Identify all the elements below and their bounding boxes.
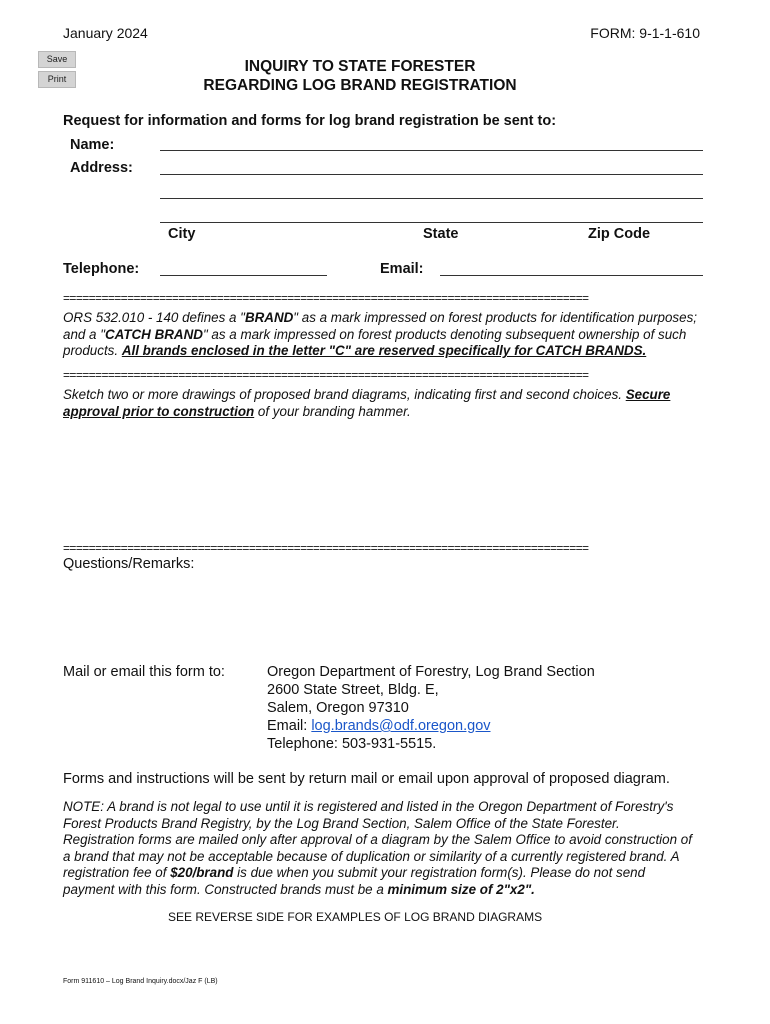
address-line1-field[interactable] bbox=[160, 174, 703, 175]
email-link[interactable]: log.brands@odf.oregon.gov bbox=[311, 718, 491, 734]
title-line2: REGARDING LOG BRAND REGISTRATION bbox=[203, 77, 517, 94]
mail-address: Oregon Department of Forestry, Log Brand Section 2600 State Street, Bldg. E, Salem, Oregon 97310 Email: log.brands@odf.oregon.gov Telephone: 503-931-5515. bbox=[267, 664, 595, 752]
footer-text: Form 911610 – Log Brand Inquiry.docx/Jaz F (LB) bbox=[63, 978, 218, 985]
form-number: FORM: 9-1-1-610 bbox=[590, 25, 700, 41]
city-label: City bbox=[168, 226, 196, 242]
legal-note: NOTE: A brand is not legal to use until it is registered and listed in the Oregon Department of Forestry's Forest Products Brand Registry, by the Log Brand Section, Salem Office of the State Forester. Registration forms are mailed only after approval of a diagram by the Salem Office to avoid construction of a brand that may not be acceptable because of duplication or similarity of a currently registered brand. A registration fee of $20/brand is due when you submit your registration form(s). Please do not send payment with this form. Constructed brands must be a minimum size of 2"x2". bbox=[63, 799, 692, 897]
separator-2: ================================================================================== bbox=[63, 369, 589, 381]
telephone-label: Telephone: bbox=[63, 261, 140, 277]
remarks-area[interactable] bbox=[63, 575, 703, 655]
sketch-instructions: Sketch two or more drawings of proposed brand diagrams, indicating first and second choices. Secure approval prior to construction of your branding hammer. bbox=[63, 387, 671, 419]
form-date: January 2024 bbox=[63, 25, 148, 41]
mail-label: Mail or email this form to: bbox=[63, 664, 225, 680]
telephone-field[interactable] bbox=[160, 275, 327, 276]
reverse-side-note: SEE REVERSE SIDE FOR EXAMPLES OF LOG BRAND DIAGRAMS bbox=[168, 910, 543, 924]
mail-phone: Telephone: 503-931-5515. bbox=[267, 736, 437, 752]
separator-1: ================================================================================== bbox=[63, 292, 589, 304]
title-line1: INQUIRY TO STATE FORESTER bbox=[244, 58, 476, 75]
name-label: Name: bbox=[70, 137, 115, 153]
name-field[interactable] bbox=[160, 150, 703, 151]
separator-3: ================================================================================== bbox=[63, 542, 589, 554]
address-line2-field[interactable] bbox=[160, 198, 703, 199]
form-title bbox=[150, 57, 570, 95]
print-button[interactable]: Print bbox=[38, 71, 76, 88]
save-button[interactable]: Save bbox=[38, 51, 76, 68]
mail-city: Salem, Oregon 97310 bbox=[267, 700, 409, 716]
mail-street: 2600 State Street, Bldg. E, bbox=[267, 682, 439, 698]
forms-note: Forms and instructions will be sent by return mail or email upon approval of proposed diagram. bbox=[63, 771, 670, 787]
email-field[interactable] bbox=[440, 275, 703, 276]
request-heading: Request for information and forms for log brand registration be sent to: bbox=[63, 113, 557, 129]
sketch-area[interactable] bbox=[63, 425, 703, 535]
zip-code-label: Zip Code bbox=[588, 226, 651, 242]
brand-definition: ORS 532.010 - 140 defines a "BRAND" as a mark impressed on forest products for identification purposes; and a "CATCH BRAND" as a mark impressed on forest products denoting subsequent ownership of such products. All brands enclosed in the letter "C" are reserved specifically for CATCH BRANDS. bbox=[63, 310, 697, 358]
remarks-label: Questions/Remarks: bbox=[63, 556, 195, 572]
email-label: Email: bbox=[380, 261, 424, 277]
city-state-zip-field[interactable] bbox=[160, 222, 703, 223]
catch-brand-reserved-note: All brands enclosed in the letter "C" are reserved specifically for CATCH BRANDS. bbox=[121, 343, 647, 358]
address-label: Address: bbox=[70, 160, 133, 176]
state-label: State bbox=[423, 226, 459, 242]
mail-org: Oregon Department of Forestry, Log Brand Section bbox=[267, 664, 595, 680]
